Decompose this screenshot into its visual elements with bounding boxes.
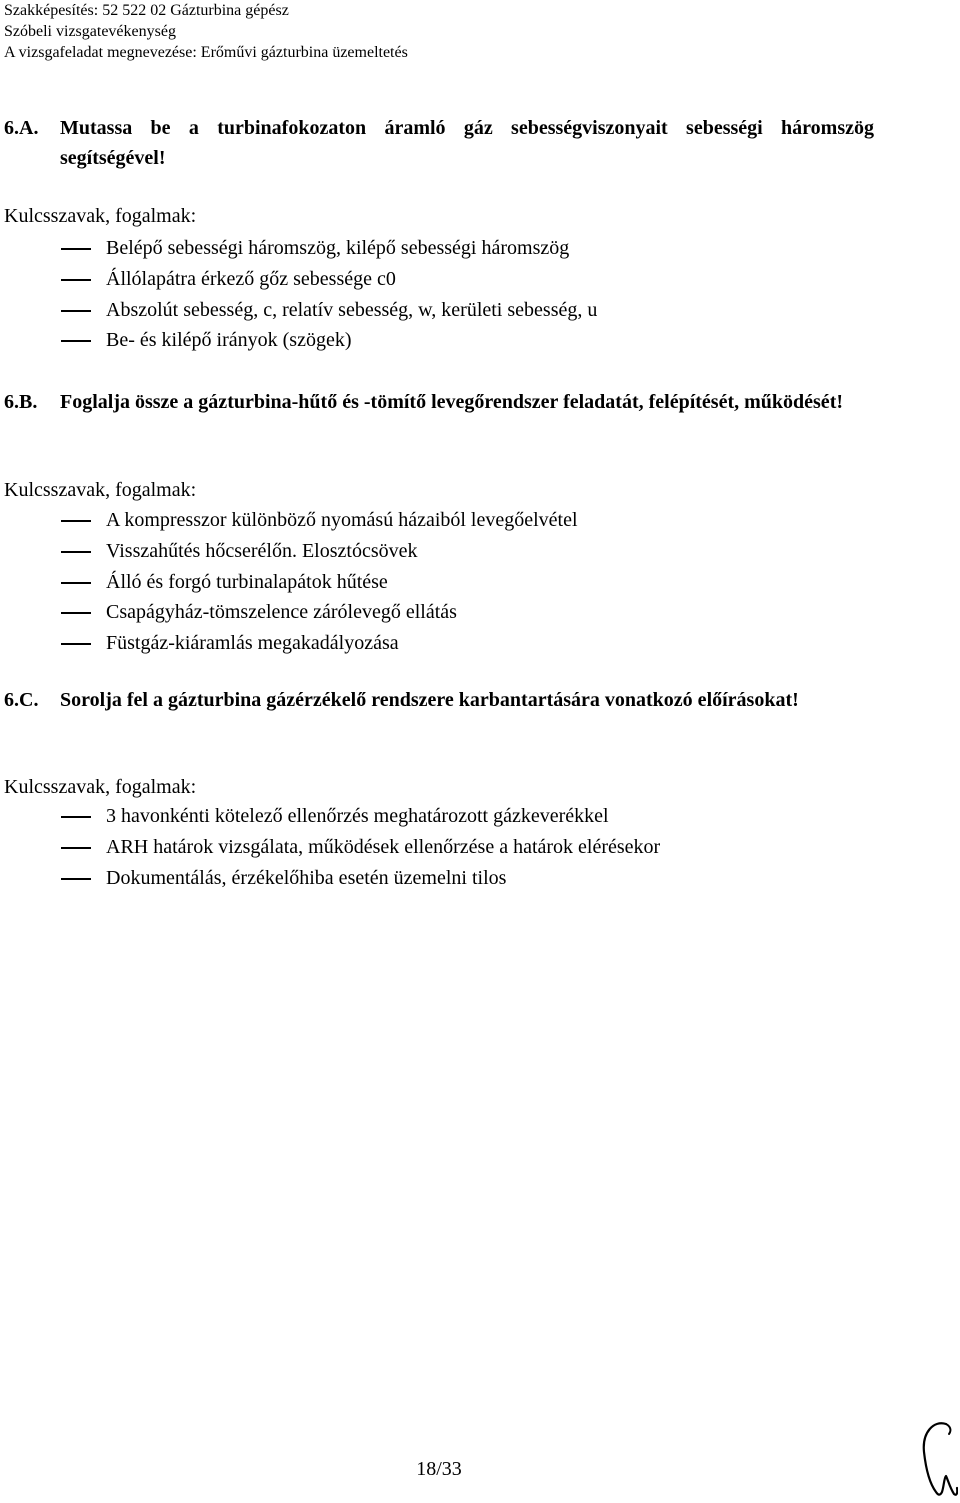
- section-a-number: 6.A.: [4, 117, 39, 139]
- dash-bullet-icon: [61, 248, 91, 250]
- dash-bullet-icon: [61, 520, 91, 522]
- keyword-text: ARH határok vizsgálata, működések ellenőrzése a határok elérésekor: [106, 835, 661, 858]
- section-a-title: [4, 113, 874, 173]
- section-b-number: 6.B.: [4, 391, 38, 413]
- keyword-text: Csapágyház-tömszelence zárólevegő ellátás: [106, 601, 457, 624]
- keyword-text: A kompresszor különböző nyomású házaiból levegőelvétel: [106, 509, 578, 531]
- section-b-question: Foglalja össze a gázturbina-hűtő és -tömítő levegőrendszer feladatát, felépítését, működését!: [60, 391, 844, 413]
- handwritten-signature-icon: [916, 1418, 958, 1500]
- dash-bullet-icon: [61, 310, 91, 312]
- keyword-text: Álló és forgó turbinalapátok hűtése: [106, 570, 388, 593]
- dash-bullet-icon: [61, 878, 91, 880]
- dash-bullet-icon: [61, 551, 91, 553]
- header-qualification: Szakképesítés: 52 522 02 Gázturbina gépész: [4, 2, 289, 19]
- section-c-title: [4, 685, 874, 715]
- section-b-title: [4, 387, 874, 417]
- keyword-text: Abszolút sebesség, c, relatív sebesség, w, kerületi sebesség, u: [106, 298, 598, 321]
- page-header: [4, 0, 408, 63]
- section-b-keywords-heading: Kulcsszavak, fogalmak:: [4, 479, 197, 501]
- section-c-number: 6.C.: [4, 689, 39, 711]
- dash-bullet-icon: [61, 612, 91, 614]
- section-a-question: Mutassa be a turbinafokozaton áramló gáz sebességviszonyait sebességi háromszög segítségével!: [60, 117, 874, 169]
- dash-bullet-icon: [61, 643, 91, 645]
- keyword-text: 3 havonkénti kötelező ellenőrzés meghatározott gázkeverékkel: [106, 805, 609, 827]
- dash-bullet-icon: [61, 582, 91, 584]
- header-exam-activity: Szóbeli vizsgatevékenység: [4, 23, 176, 40]
- section-c-keywords-heading: Kulcsszavak, fogalmak:: [4, 776, 197, 798]
- dash-bullet-icon: [61, 340, 91, 342]
- dash-bullet-icon: [61, 847, 91, 849]
- section-a-keywords-heading: Kulcsszavak, fogalmak:: [4, 205, 197, 227]
- keyword-text: Állólapátra érkező gőz sebessége c0: [106, 267, 396, 290]
- section-c-question: Sorolja fel a gázturbina gázérzékelő rendszere karbantartására vonatkozó előírásokat!: [60, 689, 799, 711]
- keyword-text: Visszahűtés hőcserélőn. Elosztócsövek: [106, 539, 418, 562]
- dash-bullet-icon: [61, 279, 91, 281]
- keyword-text: Belépő sebességi háromszög, kilépő sebességi háromszög: [106, 237, 570, 259]
- dash-bullet-icon: [61, 816, 91, 818]
- keyword-text: Dokumentálás, érzékelőhiba esetén üzemelni tilos: [106, 866, 507, 889]
- header-task-name: A vizsgafeladat megnevezése: Erőművi gázturbina üzemeltetés: [4, 44, 408, 61]
- keyword-text: Be- és kilépő irányok (szögek): [106, 329, 352, 352]
- keyword-text: Füstgáz-kiáramlás megakadályozása: [106, 632, 399, 655]
- page-number: 18/33: [416, 1458, 462, 1480]
